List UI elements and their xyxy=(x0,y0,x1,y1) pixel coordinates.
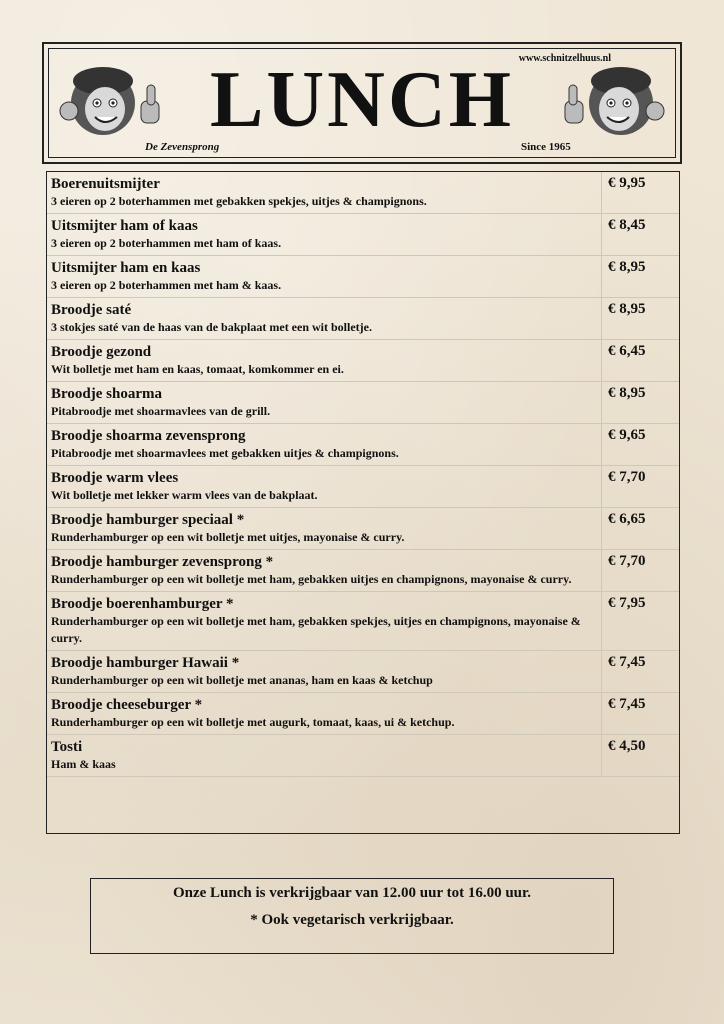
menu-item-description: Pitabroodje met shoarmavlees van de grill. xyxy=(51,404,271,418)
menu-item-cell xyxy=(47,693,602,735)
menu-item-cell xyxy=(47,256,602,298)
menu-item-price: € 9,65 xyxy=(602,424,680,466)
menu-item-cell xyxy=(47,508,602,550)
menu-row xyxy=(47,256,679,298)
menu-item-price: € 8,45 xyxy=(602,214,680,256)
menu-item-name: Boerenuitsmijter xyxy=(51,176,160,192)
menu-row xyxy=(47,466,679,508)
menu-body xyxy=(47,172,679,777)
menu-row xyxy=(47,550,679,592)
header-inner-frame xyxy=(48,48,676,158)
menu-item-description: 3 eieren op 2 boterhammen met ham of kaas. xyxy=(51,236,282,250)
menu-item-cell xyxy=(47,424,602,466)
menu-item-price: € 7,45 xyxy=(602,651,680,693)
menu-item-price: € 8,95 xyxy=(602,256,680,298)
menu-item-price: € 7,70 xyxy=(602,550,680,592)
menu-item-name: Uitsmijter ham en kaas xyxy=(51,260,201,276)
menu-item-description: Runderhamburger op een wit bolletje met ananas, ham en kaas & ketchup xyxy=(51,673,433,687)
availability-note: Onze Lunch is verkrijgbaar van 12.00 uur tot 16.00 uur. xyxy=(172,885,532,901)
menu-item-price: € 7,70 xyxy=(602,466,680,508)
menu-row xyxy=(47,592,679,651)
menu-item-description: Pitabroodje met shoarmavlees met gebakken uitjes & champignons. xyxy=(51,446,399,460)
menu-item-cell xyxy=(47,550,602,592)
menu-item-name: Broodje shoarma xyxy=(51,386,162,402)
menu-item-cell xyxy=(47,466,602,508)
menu-row xyxy=(47,214,679,256)
menu-item-description: 3 eieren op 2 boterhammen met gebakken spekjes, uitjes & champignons. xyxy=(51,194,427,208)
menu-item-price: € 4,50 xyxy=(602,735,680,777)
vegetarian-note: * Ook vegetarisch verkrijgbaar. xyxy=(250,912,454,928)
menu-item-name: Broodje warm vlees xyxy=(51,470,179,486)
menu-row xyxy=(47,172,679,214)
menu-item-name: Broodje hamburger speciaal * xyxy=(51,512,245,528)
since-year: Since 1965 xyxy=(521,141,571,153)
menu-item-cell xyxy=(47,214,602,256)
menu-item-cell xyxy=(47,172,602,214)
menu-item-description: Wit bolletje met ham en kaas, tomaat, komkommer en ei. xyxy=(51,362,344,376)
restaurant-name: De Zevensprong xyxy=(145,141,220,153)
menu-item-name: Uitsmijter ham of kaas xyxy=(51,218,198,234)
mascot-right-icon xyxy=(555,59,665,141)
menu-item-price: € 8,95 xyxy=(602,298,680,340)
menu-item-cell xyxy=(47,651,602,693)
menu-item-description: Runderhamburger op een wit bolletje met ham, gebakken spekjes, uitjes en champignons, mayonaise & curry. xyxy=(51,614,581,645)
menu-row xyxy=(47,382,679,424)
menu-item-description: Runderhamburger op een wit bolletje met ham, gebakken uitjes en champignons, mayonaise & curry. xyxy=(51,572,572,586)
menu-item-name: Tosti xyxy=(51,739,83,755)
website-url: www.schnitzelhuus.nl xyxy=(518,53,611,64)
menu-table xyxy=(46,171,680,834)
menu-item-description: Ham & kaas xyxy=(51,757,116,771)
menu-item-cell xyxy=(47,340,602,382)
menu-item-price: € 8,95 xyxy=(602,382,680,424)
menu-item-description: 3 eieren op 2 boterhammen met ham & kaas. xyxy=(51,278,282,292)
page-title: LUNCH xyxy=(210,56,514,144)
menu-item-price: € 7,45 xyxy=(602,693,680,735)
menu-item-description: Wit bolletje met lekker warm vlees van de bakplaat. xyxy=(51,488,318,502)
menu-row xyxy=(47,508,679,550)
menu-item-description: Runderhamburger op een wit bolletje met uitjes, mayonaise & curry. xyxy=(51,530,405,544)
menu-row xyxy=(47,340,679,382)
menu-row xyxy=(47,693,679,735)
menu-item-price: € 6,65 xyxy=(602,508,680,550)
menu-item-cell xyxy=(47,592,602,651)
menu-item-description: 3 stokjes saté van de haas van de bakplaat met een wit bolletje. xyxy=(51,320,372,334)
menu-item-name: Broodje hamburger Hawaii * xyxy=(51,655,240,671)
menu-item-cell xyxy=(47,298,602,340)
menu-item-name: Broodje boerenhamburger * xyxy=(51,596,234,612)
menu-item-name: Broodje saté xyxy=(51,302,132,318)
menu-item-price: € 7,95 xyxy=(602,592,680,651)
menu-item-cell xyxy=(47,735,602,777)
menu-item-name: Broodje shoarma zevensprong xyxy=(51,428,246,444)
footer-note xyxy=(90,878,614,954)
menu-item-name: Broodje cheeseburger * xyxy=(51,697,203,713)
menu-item-cell xyxy=(47,382,602,424)
menu-row xyxy=(47,735,679,777)
menu-item-name: Broodje gezond xyxy=(51,344,152,360)
menu-item-price: € 6,45 xyxy=(602,340,680,382)
menu-row xyxy=(47,298,679,340)
menu-row xyxy=(47,424,679,466)
menu-item-price: € 9,95 xyxy=(602,172,680,214)
menu-item-description: Runderhamburger op een wit bolletje met augurk, tomaat, kaas, ui & ketchup. xyxy=(51,715,455,729)
menu-row xyxy=(47,651,679,693)
menu-header xyxy=(42,42,682,164)
menu-item-name: Broodje hamburger zevensprong * xyxy=(51,554,274,570)
